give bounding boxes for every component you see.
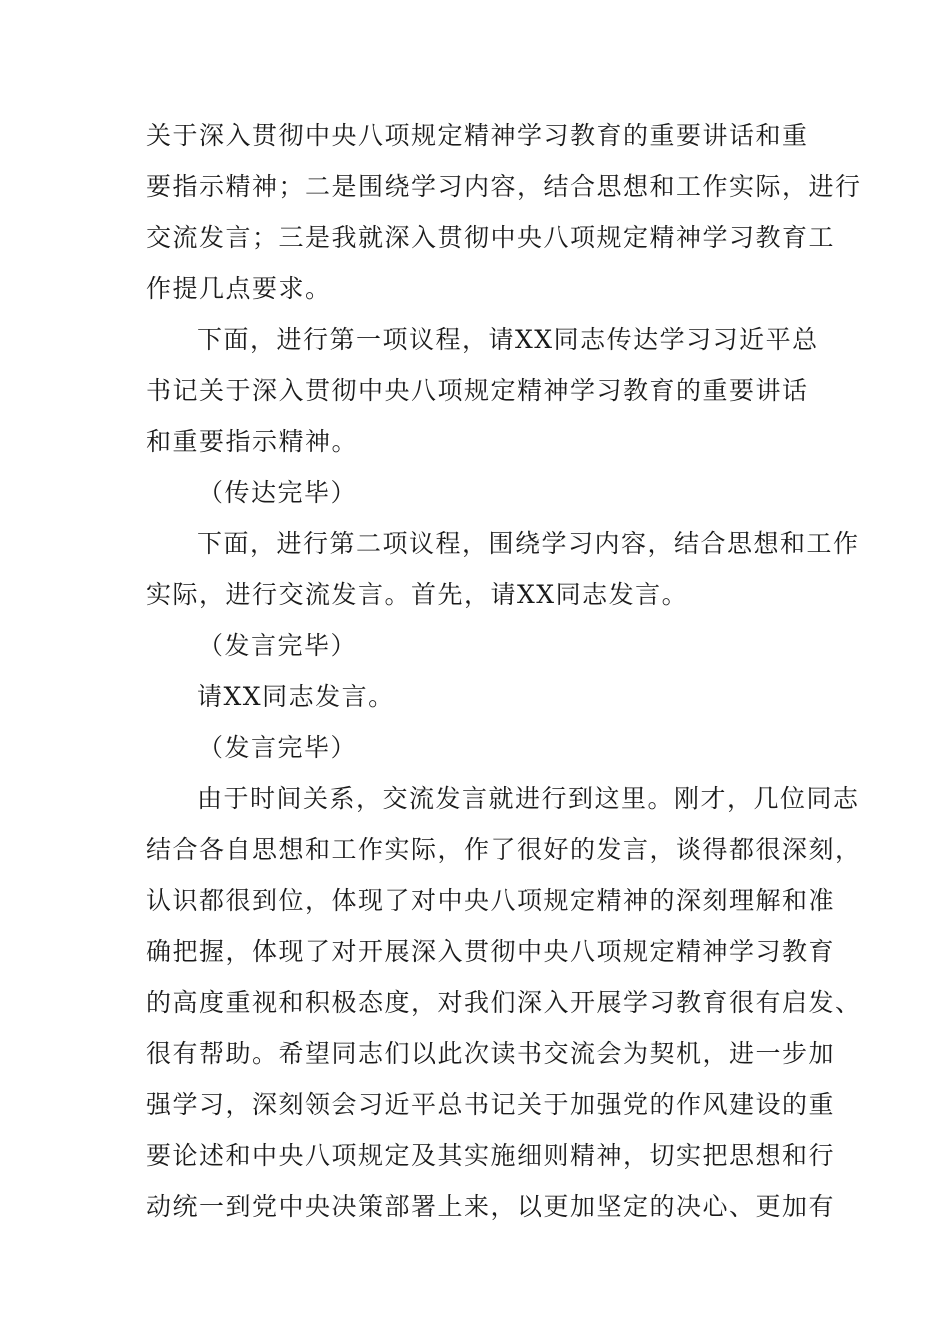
text-line: 书记关于深入贯彻中央八项规定精神学习教育的重要讲话 — [146, 376, 809, 405]
text-line: 请XX同志发言。 — [197, 682, 395, 711]
text-line: 要论述和中央八项规定及其实施细则精神，切实把思想和行 — [146, 1141, 836, 1170]
text-line: 强学习，深刻领会习近平总书记关于加强党的作风建设的重 — [146, 1090, 836, 1119]
note-line: （传达完毕） — [198, 478, 358, 507]
note-line: （发言完毕） — [198, 733, 358, 762]
text-line: 下面，进行第一项议程，请XX同志传达学习习近平总 — [197, 325, 819, 354]
text-line: 实际，进行交流发言。首先，请XX同志发言。 — [146, 580, 689, 609]
text-line: 的高度重视和积极态度，对我们深入开展学习教育很有启发、 — [146, 988, 862, 1017]
text-line: 关于深入贯彻中央八项规定精神学习教育的重要讲话和重 — [146, 121, 809, 150]
text-line: 和重要指示精神。 — [146, 427, 359, 456]
text-line: 作提几点要求。 — [146, 274, 332, 303]
text-line: 下面，进行第二项议程，围绕学习内容，结合思想和工作 — [197, 529, 860, 558]
text-line: 交流发言；三是我就深入贯彻中央八项规定精神学习教育工 — [146, 223, 836, 252]
note-line: （发言完毕） — [198, 631, 358, 660]
text-line: 认识都很到位，体现了对中央八项规定精神的深刻理解和准 — [146, 886, 836, 915]
text-line: 由于时间关系，交流发言就进行到这里。刚才，几位同志 — [197, 784, 860, 813]
text-line: 很有帮助。希望同志们以此次读书交流会为契机，进一步加 — [146, 1039, 836, 1068]
document-body — [146, 110, 862, 1232]
text-line: 结合各自思想和工作实际，作了很好的发言，谈得都很深刻， — [146, 835, 862, 864]
text-line: 确把握，体现了对开展深入贯彻中央八项规定精神学习教育 — [146, 937, 836, 966]
text-line: 要指示精神；二是围绕学习内容，结合思想和工作实际，进行 — [146, 172, 862, 201]
text-line: 动统一到党中央决策部署上来，以更加坚定的决心、更加有 — [146, 1192, 836, 1221]
